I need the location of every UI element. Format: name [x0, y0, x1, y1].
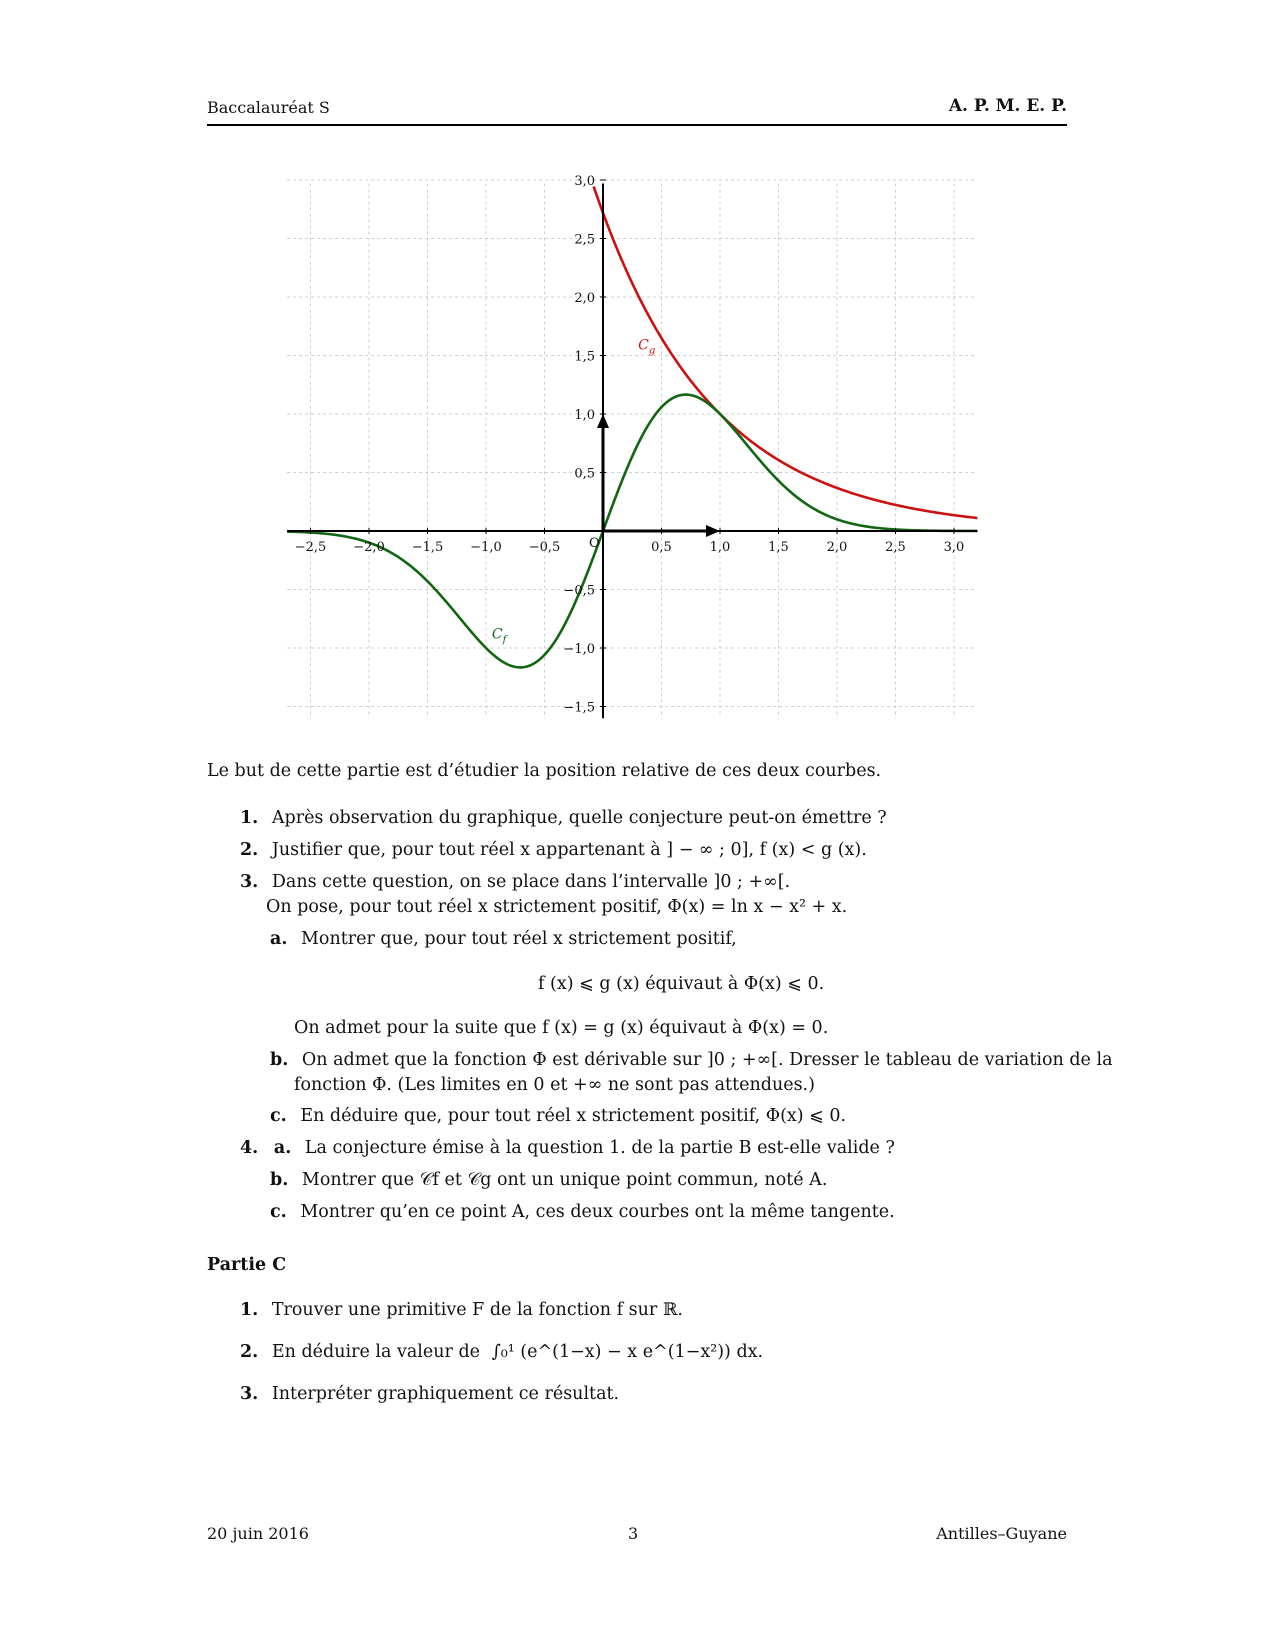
x-tick-label: −2,0 — [353, 540, 385, 555]
x-tick-label: 1,5 — [768, 540, 789, 555]
chart-curves — [287, 186, 977, 667]
partie-c-question-2-number: 2. — [240, 1342, 259, 1362]
question-2-number: 2. — [240, 840, 259, 860]
question-4-number: 4. — [240, 1138, 259, 1158]
partie-c-question-3 — [240, 1384, 619, 1404]
x-tick-label: −1,0 — [470, 540, 502, 555]
question-3a-formula: f (x) ⩽ g (x) équivaut à Φ(x) ⩽ 0. — [538, 974, 825, 994]
curve-label-Cg: $C_g$ — [638, 337, 656, 357]
function-graph — [0, 0, 1275, 760]
question-4c — [270, 1202, 895, 1222]
origin-label: O — [589, 536, 600, 551]
unit-vector-i-arrowhead — [706, 525, 720, 537]
x-tick-label: 0,5 — [651, 540, 672, 555]
question-3c-text: En déduire que, pour tout réel x strictement positif, Φ(x) ⩽ 0. — [300, 1106, 847, 1126]
footer-date: 20 juin 2016 — [207, 1524, 309, 1543]
chart-labels — [492, 338, 655, 646]
curve-label-Cf: $C_f$ — [491, 626, 507, 646]
question-4b-text: Montrer que 𝒞f et 𝒞g ont un unique point commun, noté A. — [301, 1170, 828, 1190]
question-4c-text: Montrer qu’en ce point A, ces deux courbes ont la même tangente. — [300, 1202, 895, 1222]
question-3b-line-1: On admet que la fonction Φ est dérivable sur ]0 ; +∞[. Dresser le tableau de variation de la — [301, 1050, 1113, 1070]
question-3a-label: a. — [270, 929, 288, 949]
question-1-text: Après observation du graphique, quelle conjecture peut-on émettre ? — [271, 808, 887, 828]
x-tick-label: 1,0 — [709, 540, 731, 555]
partie-c-question-2-text: En déduire la valeur de — [271, 1342, 481, 1362]
question-4a-label: a. — [273, 1138, 292, 1158]
chart-grid — [287, 180, 977, 718]
question-3b — [270, 1050, 1113, 1070]
y-tick-label: −1,5 — [563, 700, 595, 716]
y-tick-label: 3,0 — [574, 174, 595, 189]
partie-c-question-3-number: 3. — [240, 1384, 259, 1404]
question-4b — [270, 1170, 827, 1190]
chart-axes — [287, 184, 977, 719]
question-4b-label: b. — [270, 1170, 289, 1190]
partie-c-question-1-number: 1. — [240, 1300, 259, 1320]
header-right: A. P. M. E. P. — [948, 96, 1067, 116]
y-tick-label: −1,0 — [563, 642, 595, 657]
partie-c-integral: ∫₀¹ (e^(1−x) − x e^(1−x²)) dx. — [491, 1342, 764, 1362]
x-tick-label: 2,5 — [885, 540, 906, 555]
y-tick-label: 0,5 — [574, 466, 595, 482]
partie-c-question-2 — [240, 1342, 763, 1362]
question-4c-label: c. — [270, 1202, 287, 1222]
question-3-number: 3. — [240, 872, 259, 892]
footer-location: Antilles–Guyane — [936, 1524, 1067, 1543]
x-tick-label: −2,5 — [294, 540, 327, 555]
question-3a-text: Montrer que, pour tout réel x strictement positif, — [301, 929, 737, 949]
partie-c-question-1 — [240, 1300, 683, 1320]
partie-c-question-3-text: Interpréter graphiquement ce résultat. — [271, 1384, 620, 1404]
y-tick-label: 2,5 — [574, 232, 595, 248]
x-tick-label: 2,0 — [826, 540, 848, 555]
header-left: Baccalauréat S — [207, 98, 330, 117]
question-4 — [240, 1138, 895, 1158]
y-tick-label: 1,0 — [574, 408, 595, 423]
question-3a — [270, 929, 737, 949]
question-4a-text: La conjecture émise à la question 1. de la partie B est-elle valide ? — [304, 1138, 895, 1158]
footer-page-number: 3 — [628, 1524, 639, 1543]
chart-ticks — [295, 174, 965, 716]
question-3b-line-2: fonction Φ. (Les limites en 0 et +∞ ne sont pas attendues.) — [294, 1075, 815, 1095]
y-tick-label: 1,5 — [574, 349, 595, 365]
unit-vector-j-arrowhead — [597, 414, 609, 428]
x-tick-label: 3,0 — [943, 540, 965, 555]
question-3b-label: b. — [270, 1050, 289, 1070]
x-tick-label: −0,5 — [528, 540, 561, 555]
question-3c-label: c. — [270, 1106, 287, 1126]
question-3a-note: On admet pour la suite que f (x) = g (x) équivaut à Φ(x) = 0. — [294, 1018, 829, 1038]
partie-c-question-1-text: Trouver une primitive F de la fonction f sur ℝ. — [271, 1300, 683, 1320]
question-1-number: 1. — [240, 808, 259, 828]
x-tick-label: −1,5 — [411, 540, 444, 555]
question-3-line-2: On pose, pour tout réel x strictement positif, Φ(x) = ln x − x² + x. — [266, 897, 848, 917]
y-tick-label: 2,0 — [574, 291, 595, 306]
question-2 — [240, 840, 867, 860]
y-tick-label: −0,5 — [563, 583, 595, 599]
question-3c — [270, 1106, 846, 1126]
question-3 — [240, 872, 790, 892]
question-1 — [240, 808, 887, 828]
intro-text: Le but de cette partie est d’étudier la position relative de ces deux courbes. — [207, 761, 882, 781]
question-3-line-1: Dans cette question, on se place dans l’intervalle ]0 ; +∞[. — [271, 872, 791, 892]
partie-c-title: Partie C — [207, 1255, 287, 1275]
question-2-text: Justifier que, pour tout réel x appartenant à ] − ∞ ; 0], f (x) < g (x). — [271, 840, 867, 860]
